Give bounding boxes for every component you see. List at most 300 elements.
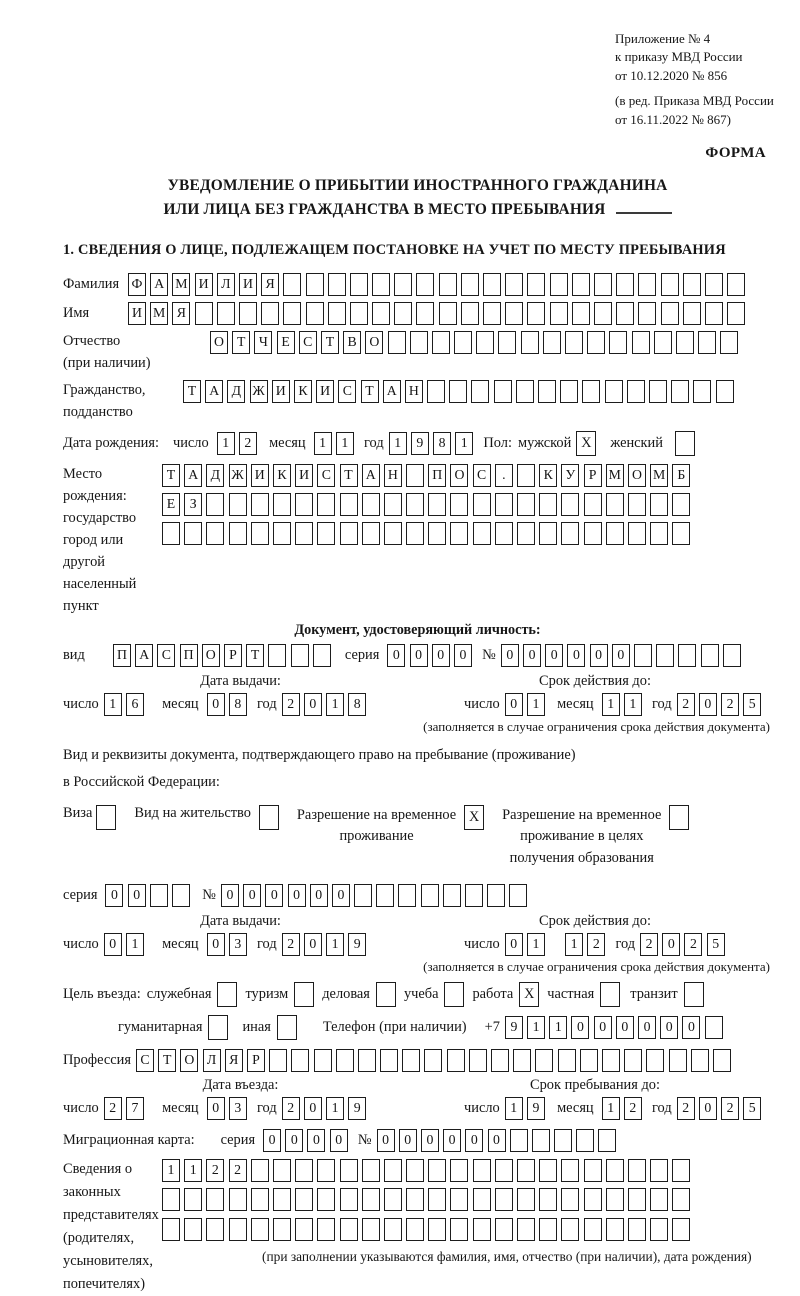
char-cell <box>606 493 624 516</box>
month-label: месяц <box>162 1099 199 1116</box>
char-cell <box>428 1188 446 1211</box>
char-cell <box>295 1218 313 1241</box>
char-cell: П <box>428 464 446 487</box>
char-cell: Н <box>384 464 402 487</box>
char-cell: 0 <box>545 644 563 667</box>
char-cell: 0 <box>488 1129 506 1152</box>
forma-label: ФОРМА <box>705 145 766 162</box>
char-cell: С <box>338 380 356 403</box>
birthdate-row <box>63 431 772 456</box>
char-cell: У <box>561 464 579 487</box>
char-cell <box>206 1188 224 1211</box>
citizenship-cells <box>183 379 738 403</box>
char-cell <box>206 522 224 545</box>
char-cell: 0 <box>307 1129 325 1152</box>
char-cell <box>693 380 711 403</box>
char-cell: 5 <box>743 693 761 716</box>
char-cell <box>421 884 439 907</box>
char-cell <box>672 1188 690 1211</box>
char-cell <box>561 522 579 545</box>
char-cell <box>406 1159 424 1182</box>
char-cell <box>560 380 578 403</box>
char-cell: Т <box>232 331 250 354</box>
char-cell: 2 <box>677 693 695 716</box>
identity-valid-line <box>464 693 772 716</box>
legal-reps-cells-row-2 <box>162 1188 752 1212</box>
char-cell <box>606 522 624 545</box>
char-cell: 0 <box>104 933 122 956</box>
char-cell: 0 <box>221 884 239 907</box>
char-cell <box>672 1218 690 1241</box>
char-cell: 0 <box>505 693 523 716</box>
char-cell <box>691 1049 709 1072</box>
char-cell: 0 <box>285 1129 303 1152</box>
char-cell <box>273 1188 291 1211</box>
char-cell <box>340 493 358 516</box>
char-cell <box>505 273 523 296</box>
surname-label: Фамилия <box>63 275 120 292</box>
char-cell <box>638 273 656 296</box>
char-cell <box>713 1049 731 1072</box>
char-cell: 1 <box>162 1159 180 1182</box>
char-cell <box>705 302 723 325</box>
char-cell: 0 <box>505 933 523 956</box>
day-label: число <box>464 1099 500 1116</box>
char-cell <box>628 1218 646 1241</box>
residence-doc-line-2: в Российской Федерации: <box>63 774 220 791</box>
char-cell <box>471 380 489 403</box>
char-cell <box>561 1188 579 1211</box>
char-cell <box>473 1188 491 1211</box>
purpose-humanitarian-checkbox <box>208 1015 228 1040</box>
char-cell <box>424 1049 442 1072</box>
temp-permit-label <box>297 805 456 848</box>
char-cell <box>380 1049 398 1072</box>
char-cell: 2 <box>624 1097 642 1120</box>
char-cell: 1 <box>527 1016 545 1039</box>
char-cell: О <box>210 331 228 354</box>
char-cell: 1 <box>602 693 620 716</box>
legal-reps-label-line-1: Сведения о <box>63 1161 133 1178</box>
entry-year-cells <box>282 1097 371 1120</box>
edu-permit-label-line-3: получения образования <box>509 849 654 866</box>
birthdate-label: Дата рождения: <box>63 434 159 451</box>
char-cell: 2 <box>239 432 257 455</box>
char-cell: 9 <box>348 933 366 956</box>
char-cell <box>495 522 513 545</box>
char-cell: 0 <box>243 884 261 907</box>
char-cell: 1 <box>326 933 344 956</box>
birthdate-year-cells <box>389 432 478 455</box>
doc-series-label: серия <box>344 646 380 663</box>
char-cell: О <box>365 331 383 354</box>
char-cell <box>646 1049 664 1072</box>
char-cell: 0 <box>523 644 541 667</box>
char-cell: Е <box>162 493 180 516</box>
char-cell <box>650 1218 668 1241</box>
char-cell <box>229 493 247 516</box>
char-cell <box>206 493 224 516</box>
profession-label: Профессия <box>63 1051 131 1068</box>
char-cell: 0 <box>699 1097 717 1120</box>
char-cell: 2 <box>721 693 739 716</box>
char-cell: 7 <box>126 1097 144 1120</box>
char-cell <box>465 884 483 907</box>
char-cell <box>306 273 324 296</box>
char-cell <box>388 331 406 354</box>
char-cell: 6 <box>126 693 144 716</box>
residence-permit-options <box>63 805 772 870</box>
char-cell <box>416 302 434 325</box>
permit-series-row <box>63 884 772 907</box>
char-cell <box>606 1218 624 1241</box>
char-cell <box>561 493 579 516</box>
appendix-line-4: (в ред. Приказа МВД России <box>615 93 774 109</box>
char-cell <box>550 302 568 325</box>
temp-permit-label-line-2: проживание <box>339 828 414 845</box>
day-label: число <box>464 695 500 712</box>
char-cell <box>538 380 556 403</box>
purpose-tourism-checkbox <box>294 982 314 1007</box>
char-cell <box>229 1188 247 1211</box>
char-cell: О <box>628 464 646 487</box>
char-cell <box>517 1218 535 1241</box>
char-cell: 8 <box>348 693 366 716</box>
identity-issue-day-cells <box>104 693 148 716</box>
char-cell: Т <box>246 644 264 667</box>
purpose-other-checkbox <box>277 1015 297 1040</box>
day-label: число <box>63 935 99 952</box>
char-cell <box>251 1159 269 1182</box>
char-cell: И <box>295 464 313 487</box>
sex-male-label: мужской <box>517 434 572 451</box>
year-label: год <box>652 695 672 712</box>
char-cell: 1 <box>389 432 407 455</box>
char-cell <box>584 1218 602 1241</box>
migration-card-label: Миграционная карта: <box>63 1132 195 1149</box>
char-cell <box>251 493 269 516</box>
char-cell <box>628 522 646 545</box>
purpose-work-checkbox: X <box>519 982 539 1007</box>
legal-reps-cells-row-3 <box>162 1217 752 1241</box>
char-cell <box>628 1188 646 1211</box>
birthplace-row <box>63 463 772 617</box>
stay-month-cells <box>602 1097 646 1120</box>
char-cell <box>727 273 745 296</box>
permit-valid-head: Срок действия до: <box>539 912 651 929</box>
char-cell: 0 <box>207 1097 225 1120</box>
char-cell <box>727 302 745 325</box>
char-cell: 2 <box>684 933 702 956</box>
identity-valid-day-cells <box>505 693 549 716</box>
edu-permit-checkbox <box>669 805 689 830</box>
char-cell <box>661 302 679 325</box>
char-cell: К <box>273 464 291 487</box>
char-cell <box>295 522 313 545</box>
char-cell: 0 <box>332 884 350 907</box>
char-cell <box>678 644 696 667</box>
identity-doc-heading: Документ, удостоверяющий личность: <box>294 621 541 638</box>
char-cell: Л <box>217 273 235 296</box>
char-cell <box>384 522 402 545</box>
form-title-line-1: УВЕДОМЛЕНИЕ О ПРИБЫТИИ ИНОСТРАННОГО ГРАЖДАНИНА <box>167 177 668 195</box>
profession-cells <box>136 1048 735 1072</box>
char-cell <box>661 273 679 296</box>
stay-until-head: Срок пребывания до: <box>530 1076 660 1093</box>
char-cell <box>539 522 557 545</box>
char-cell <box>217 302 235 325</box>
profession-row <box>63 1048 772 1072</box>
char-cell: 2 <box>282 933 300 956</box>
birthplace-cells-row-2 <box>162 492 695 516</box>
char-cell: К <box>539 464 557 487</box>
char-cell: Т <box>321 331 339 354</box>
migration-number-label: № <box>357 1132 372 1149</box>
char-cell: Д <box>227 380 245 403</box>
char-cell: 1 <box>314 432 332 455</box>
permit-issue-line <box>63 933 418 956</box>
char-cell <box>184 1188 202 1211</box>
firstname-label: Имя <box>63 304 90 321</box>
char-cell <box>572 302 590 325</box>
char-cell <box>398 884 416 907</box>
char-cell <box>314 1049 332 1072</box>
char-cell <box>650 1188 668 1211</box>
char-cell: Ж <box>250 380 268 403</box>
char-cell: П <box>180 644 198 667</box>
char-cell <box>184 522 202 545</box>
visa-checkbox <box>96 805 116 830</box>
char-cell: А <box>150 273 168 296</box>
char-cell <box>283 302 301 325</box>
char-cell <box>671 380 689 403</box>
char-cell <box>473 522 491 545</box>
char-cell: Б <box>672 464 690 487</box>
char-cell: 0 <box>399 1129 417 1152</box>
title-underline <box>616 201 672 214</box>
char-cell <box>527 302 545 325</box>
char-cell: 0 <box>377 1129 395 1152</box>
char-cell: 0 <box>105 884 123 907</box>
birthplace-label-line-4: населенный пункт <box>63 575 137 614</box>
char-cell <box>705 273 723 296</box>
char-cell: 0 <box>432 644 450 667</box>
char-cell: 9 <box>527 1097 545 1120</box>
identity-valid-month-cells <box>602 693 646 716</box>
char-cell: Я <box>172 302 190 325</box>
purpose-option-tourism: туризм <box>245 985 289 1002</box>
char-cell: С <box>136 1049 154 1072</box>
entry-dates <box>63 1077 772 1120</box>
citizenship-row <box>63 379 772 423</box>
migration-series-label: серия <box>220 1132 256 1149</box>
char-cell: 1 <box>217 432 235 455</box>
entry-date-head: Дата въезда: <box>202 1076 279 1093</box>
migration-number-cells <box>377 1129 621 1152</box>
char-cell <box>517 1188 535 1211</box>
char-cell <box>428 522 446 545</box>
legal-reps-label-line-3: представителях <box>63 1207 159 1224</box>
year-label: год <box>615 935 636 952</box>
char-cell <box>273 522 291 545</box>
char-cell: 0 <box>330 1129 348 1152</box>
legal-reps-cell-rows <box>162 1158 752 1264</box>
char-cell <box>450 1188 468 1211</box>
year-label: год <box>652 1099 672 1116</box>
char-cell <box>362 1159 380 1182</box>
char-cell <box>317 1188 335 1211</box>
char-cell <box>701 644 719 667</box>
char-cell: Ж <box>229 464 247 487</box>
char-cell <box>340 522 358 545</box>
char-cell: 9 <box>505 1016 523 1039</box>
char-cell <box>416 273 434 296</box>
char-cell <box>340 1218 358 1241</box>
char-cell: 0 <box>454 644 472 667</box>
permit-issue-year-cells <box>282 933 371 956</box>
visa-label: Виза <box>63 804 93 821</box>
char-cell: 0 <box>421 1129 439 1152</box>
char-cell <box>428 493 446 516</box>
char-cell <box>516 380 534 403</box>
char-cell <box>650 493 668 516</box>
char-cell <box>184 1218 202 1241</box>
legal-reps-label-line-5: усыновителях, <box>63 1253 153 1270</box>
char-cell <box>602 1049 620 1072</box>
birthplace-cells-row-1 <box>162 463 695 487</box>
char-cell <box>624 1049 642 1072</box>
char-cell <box>606 1188 624 1211</box>
char-cell: 2 <box>282 693 300 716</box>
birthplace-label <box>63 463 162 617</box>
surname-cells <box>128 272 749 296</box>
birthplace-label-line-3: город или другой <box>63 531 124 570</box>
char-cell: Н <box>405 380 423 403</box>
char-cell <box>495 493 513 516</box>
day-label: число <box>464 935 500 952</box>
char-cell: Я <box>261 273 279 296</box>
char-cell <box>394 302 412 325</box>
char-cell <box>517 1159 535 1182</box>
legal-reps-note: (при заполнении указываются фамилия, имя, отчество (при наличии), дата рождения) <box>262 1248 752 1264</box>
char-cell <box>450 493 468 516</box>
month-label: месяц <box>557 1099 594 1116</box>
char-cell <box>162 522 180 545</box>
char-cell <box>447 1049 465 1072</box>
char-cell <box>410 331 428 354</box>
char-cell: 0 <box>443 1129 461 1152</box>
purpose-option-business: деловая <box>322 985 370 1002</box>
char-cell <box>517 522 535 545</box>
permit-issue-col <box>63 913 418 956</box>
char-cell: 5 <box>743 1097 761 1120</box>
char-cell <box>476 331 494 354</box>
identity-issue-head: Дата выдачи: <box>200 672 281 689</box>
char-cell: М <box>650 464 668 487</box>
char-cell: 5 <box>707 933 725 956</box>
char-cell: Т <box>162 464 180 487</box>
char-cell <box>450 522 468 545</box>
month-label: месяц <box>557 695 594 712</box>
char-cell: 1 <box>549 1016 567 1039</box>
char-cell <box>539 1159 557 1182</box>
char-cell <box>268 644 286 667</box>
char-cell <box>543 331 561 354</box>
char-cell <box>150 884 168 907</box>
purpose-option-private: частная <box>547 985 595 1002</box>
char-cell: 0 <box>304 933 322 956</box>
char-cell: 2 <box>721 1097 739 1120</box>
month-label: месяц <box>162 695 199 712</box>
permit-valid-day-cells <box>505 933 549 956</box>
char-cell <box>273 1218 291 1241</box>
char-cell: 1 <box>565 933 583 956</box>
char-cell <box>509 884 527 907</box>
char-cell <box>683 302 701 325</box>
patronymic-label-line-2: (при наличии) <box>63 354 151 371</box>
patronymic-label-line-1: Отчество <box>63 332 121 349</box>
char-cell: 2 <box>282 1097 300 1120</box>
char-cell <box>495 1159 513 1182</box>
char-cell: Т <box>158 1049 176 1072</box>
year-label: год <box>257 1099 277 1116</box>
purpose-option-work: работа <box>472 985 514 1002</box>
char-cell: С <box>473 464 491 487</box>
char-cell <box>672 522 690 545</box>
char-cell <box>384 1188 402 1211</box>
char-cell <box>494 380 512 403</box>
permit-issue-head: Дата выдачи: <box>200 912 281 929</box>
char-cell <box>384 1218 402 1241</box>
citizenship-label-line-1: Гражданство, <box>63 381 146 398</box>
char-cell <box>283 273 301 296</box>
char-cell <box>291 644 309 667</box>
char-cell <box>162 1188 180 1211</box>
char-cell <box>539 1188 557 1211</box>
char-cell: 0 <box>662 933 680 956</box>
entry-day-cells <box>104 1097 148 1120</box>
char-cell <box>705 1016 723 1039</box>
char-cell <box>576 1129 594 1152</box>
char-cell <box>406 1188 424 1211</box>
char-cell <box>461 302 479 325</box>
char-cell <box>554 1129 572 1152</box>
char-cell <box>406 522 424 545</box>
form-title-line-2 <box>63 198 772 222</box>
char-cell: 3 <box>229 1097 247 1120</box>
char-cell: 9 <box>411 432 429 455</box>
char-cell: А <box>184 464 202 487</box>
purpose-business-checkbox <box>376 982 396 1007</box>
char-cell: И <box>195 273 213 296</box>
char-cell <box>609 331 627 354</box>
char-cell <box>672 493 690 516</box>
char-cell <box>229 522 247 545</box>
permit-issue-month-cells <box>207 933 251 956</box>
char-cell <box>594 302 612 325</box>
char-cell <box>273 1159 291 1182</box>
char-cell <box>510 1129 528 1152</box>
char-cell <box>449 380 467 403</box>
char-cell <box>328 302 346 325</box>
char-cell: 0 <box>590 644 608 667</box>
entry-date-line <box>63 1097 418 1120</box>
char-cell <box>172 884 190 907</box>
char-cell <box>505 302 523 325</box>
char-cell <box>513 1049 531 1072</box>
identity-doc-row <box>63 644 772 667</box>
char-cell: 0 <box>410 644 428 667</box>
